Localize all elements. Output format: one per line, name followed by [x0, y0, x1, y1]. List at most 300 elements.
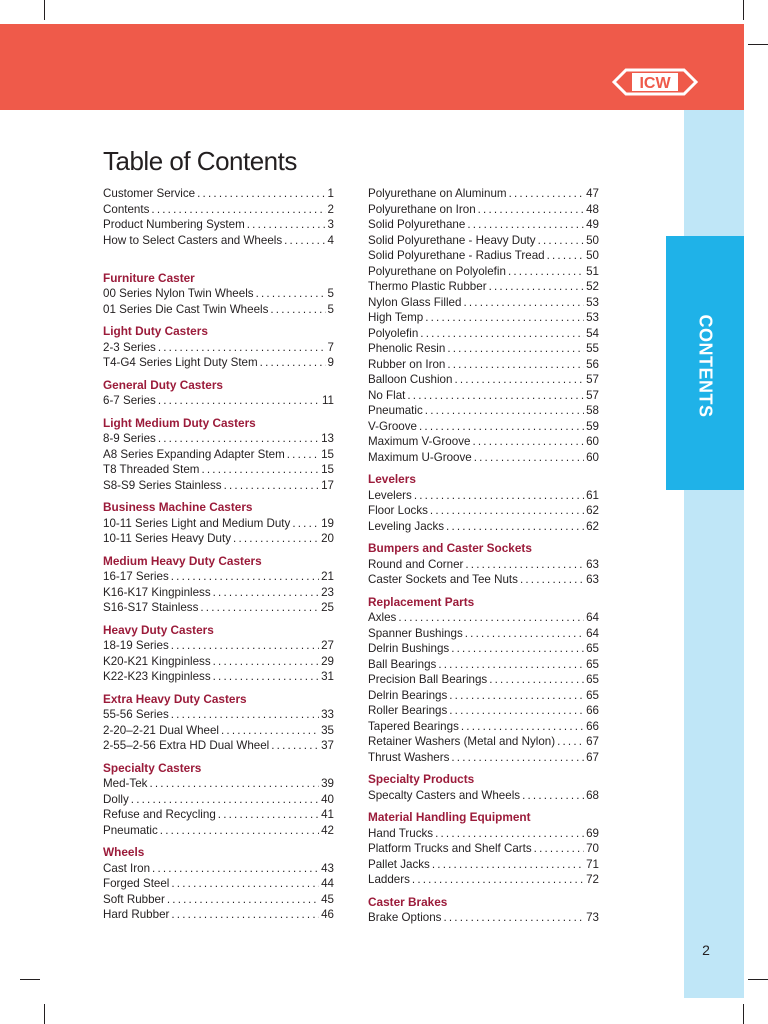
dot-leader — [171, 707, 319, 723]
toc-section-heading: Specialty Casters — [103, 760, 202, 775]
toc-entry[interactable] — [368, 703, 599, 719]
toc-entry-page: 67 — [586, 750, 599, 764]
crop-mark — [44, 1004, 45, 1024]
toc-entry-page: 57 — [586, 373, 599, 386]
dot-leader — [465, 626, 584, 642]
toc-entry-label: Roller Bearings — [368, 704, 448, 717]
toc-entry-page: 50 — [586, 249, 599, 262]
toc-entry[interactable] — [103, 340, 334, 356]
toc-entry[interactable] — [368, 279, 599, 295]
dot-leader — [149, 776, 319, 792]
toc-entry-page: 21 — [321, 570, 334, 583]
dot-leader — [407, 388, 584, 404]
toc-entry[interactable] — [368, 295, 599, 311]
toc-entry-page: 17 — [321, 478, 334, 492]
toc-entry-page: 20 — [321, 532, 334, 545]
toc-entry-label: Maximum V-Groove — [368, 435, 471, 448]
dot-leader — [447, 341, 584, 357]
toc-section-heading: Wheels — [103, 845, 145, 859]
dot-leader — [522, 788, 584, 804]
toc-entry-label: 55-56 Series — [103, 708, 169, 721]
toc-entry-page: 44 — [321, 877, 334, 890]
toc-entry-label: 8-9 Series — [103, 432, 156, 445]
dot-leader — [171, 907, 319, 923]
toc-section-heading: Extra Heavy Duty Casters — [103, 691, 247, 706]
toc-section-heading: Bumpers and Caster Sockets — [368, 541, 532, 555]
toc-entry-page: 56 — [586, 357, 599, 371]
toc-entry-page: 64 — [586, 626, 599, 640]
contents-tab-label: CONTENTS — [695, 314, 716, 418]
toc-entry-page: 39 — [321, 777, 334, 790]
toc-entry[interactable] — [368, 626, 599, 642]
toc-entry-label: Forged Steel — [103, 877, 170, 890]
toc-entry[interactable] — [368, 734, 599, 750]
dot-leader — [247, 217, 326, 233]
dot-leader — [213, 669, 319, 685]
toc-entry-label: Hand Trucks — [368, 826, 434, 840]
toc-entry-label: Polyurethane on Polyolefin — [368, 264, 506, 278]
toc-entry-page: 59 — [586, 419, 599, 433]
toc-entry-label: Customer Service — [103, 187, 196, 200]
toc-entry-label: Tapered Bearings — [368, 719, 459, 733]
toc-entry[interactable] — [368, 357, 599, 373]
toc-section-heading: Specialty Products — [368, 772, 475, 786]
toc-entry-label: Spanner Bushings — [368, 626, 463, 640]
toc-entry[interactable] — [368, 326, 599, 342]
dot-leader — [443, 910, 584, 926]
toc-section-heading: Light Duty Casters — [103, 324, 208, 338]
toc-entry-label: 2-20–2-21 Dual Wheel — [103, 723, 220, 737]
dot-leader — [467, 217, 584, 233]
toc-entry[interactable] — [368, 233, 599, 249]
toc-entry-label: Solid Polyurethane - Radius Tread — [368, 249, 545, 262]
page-title: Table of Contents — [103, 146, 297, 176]
toc-entry-page: 67 — [586, 735, 599, 748]
toc-entry-page: 72 — [586, 873, 599, 886]
dot-leader — [425, 310, 584, 326]
dot-leader — [292, 516, 319, 532]
dot-leader — [260, 355, 326, 371]
toc-entry[interactable] — [103, 233, 334, 249]
toc-entry-page: 33 — [321, 708, 334, 721]
toc-entry[interactable] — [368, 310, 599, 326]
toc-entry-label: Polyurethane on Iron — [368, 202, 476, 216]
icw-logo — [612, 62, 698, 102]
dot-leader — [538, 233, 585, 249]
toc-entry-page: 46 — [321, 908, 334, 921]
toc-entry-label: 18-19 Series — [103, 639, 169, 652]
toc-entry[interactable] — [103, 302, 334, 318]
toc-entry-page: 62 — [586, 504, 599, 517]
toc-entry[interactable] — [103, 393, 334, 409]
dot-leader — [508, 264, 584, 280]
toc-entry-label: 00 Series Nylon Twin Wheels — [103, 287, 254, 300]
dot-leader — [284, 233, 325, 249]
toc-entry-page: 57 — [586, 388, 599, 402]
dot-leader — [419, 419, 584, 435]
dot-leader — [151, 202, 325, 218]
toc-entry[interactable] — [368, 826, 599, 842]
crop-mark — [748, 44, 768, 45]
toc-entry[interactable] — [368, 572, 599, 588]
dot-leader — [489, 672, 584, 688]
toc-entry-page: 55 — [586, 342, 599, 355]
toc-section-heading: General Duty Casters — [103, 377, 223, 392]
toc-entry-page: 5 — [327, 302, 334, 316]
dot-leader — [256, 286, 326, 302]
toc-entry-label: T8 Threaded Stem — [103, 463, 200, 476]
dot-leader — [224, 478, 320, 494]
toc-entry-page: 53 — [586, 295, 599, 309]
toc-entry-label: K20-K21 Kingpinless — [103, 654, 211, 668]
toc-entry-page: 31 — [321, 670, 334, 683]
toc-entry-label: Thrust Washers — [368, 750, 450, 764]
dot-leader — [221, 723, 319, 739]
toc-entry[interactable] — [103, 792, 334, 808]
toc-entry-page: 4 — [327, 233, 334, 247]
toc-entry[interactable] — [368, 503, 599, 519]
toc-entry-page: 13 — [321, 432, 334, 445]
toc-entry-label: Polyolefin — [368, 326, 419, 340]
toc-entry[interactable] — [368, 872, 599, 888]
toc-entry-label: Dolly — [103, 792, 129, 806]
toc-entry[interactable] — [368, 610, 599, 626]
svg-text:ICW: ICW — [639, 75, 671, 92]
toc-entry-label: Hard Rubber — [103, 908, 170, 921]
dot-leader — [412, 872, 584, 888]
toc-entry-page: 3 — [327, 218, 334, 231]
dot-leader — [454, 372, 584, 388]
toc-entry[interactable] — [368, 372, 599, 388]
toc-entry-page: 47 — [586, 187, 599, 200]
dot-leader — [160, 823, 319, 839]
toc-entry-page: 73 — [586, 911, 599, 924]
dot-leader — [534, 841, 584, 857]
toc-section-heading: Levelers — [368, 472, 416, 486]
dot-leader — [449, 703, 584, 719]
toc-entry-page: 2 — [327, 202, 334, 216]
toc-entry-page: 53 — [586, 311, 599, 324]
dot-leader — [171, 638, 319, 654]
toc-entry[interactable] — [103, 876, 334, 892]
toc-section-heading: Medium Heavy Duty Casters — [103, 553, 262, 568]
dot-leader — [449, 688, 584, 704]
toc-entry-label: Levelers — [368, 488, 412, 502]
toc-section-heading: Caster Brakes — [368, 894, 448, 909]
toc-entry[interactable] — [368, 388, 599, 404]
toc-entry-page: 66 — [586, 719, 599, 733]
dot-leader — [478, 202, 584, 218]
toc-entry-label: Solid Polyurethane — [368, 218, 466, 231]
dot-leader — [447, 357, 584, 373]
toc-entry-label: Leveling Jacks — [368, 519, 445, 533]
toc-entry-page: 60 — [586, 435, 599, 448]
dot-leader — [451, 641, 584, 657]
toc-entry-label: High Temp — [368, 311, 424, 324]
dot-leader — [463, 295, 584, 311]
toc-entry[interactable] — [368, 672, 599, 688]
toc-entry-page: 23 — [321, 585, 334, 599]
toc-entry[interactable] — [368, 857, 599, 873]
toc-entry[interactable] — [368, 750, 599, 766]
toc-entry[interactable] — [103, 447, 334, 463]
dot-leader — [200, 600, 319, 616]
toc-entry[interactable] — [368, 841, 599, 857]
toc-entry[interactable] — [103, 807, 334, 823]
dot-leader — [520, 572, 584, 588]
toc-entry[interactable] — [368, 217, 599, 233]
toc-entry-page: 65 — [586, 642, 599, 655]
dot-leader — [158, 431, 319, 447]
dot-leader — [287, 447, 319, 463]
toc-entry-page: 65 — [586, 673, 599, 686]
toc-entry-page: 60 — [586, 450, 599, 464]
toc-entry[interactable] — [103, 638, 334, 654]
toc-entry-page: 41 — [321, 808, 334, 821]
toc-entry[interactable] — [103, 892, 334, 908]
dot-leader — [152, 861, 319, 877]
toc-entry-label: No Flat — [368, 388, 406, 402]
toc-entry[interactable] — [368, 248, 599, 264]
toc-entry[interactable] — [368, 403, 599, 419]
dot-leader — [398, 610, 584, 626]
dot-leader — [435, 826, 584, 842]
toc-entry-page: 9 — [327, 356, 334, 369]
toc-entry[interactable] — [368, 688, 599, 704]
crop-mark — [743, 0, 744, 20]
toc-entry[interactable] — [103, 861, 334, 877]
toc-entry[interactable] — [103, 462, 334, 478]
toc-entry-page: 35 — [321, 723, 334, 737]
toc-entry-page: 7 — [327, 340, 334, 354]
crop-mark — [743, 1004, 744, 1024]
toc-entry[interactable] — [103, 217, 334, 233]
toc-entry[interactable] — [368, 519, 599, 535]
toc-entry-page: 64 — [586, 611, 599, 624]
toc-entry-label: Rubber on Iron — [368, 357, 446, 371]
toc-entry-label: Specalty Casters and Wheels — [368, 788, 521, 802]
toc-entry[interactable] — [103, 907, 334, 923]
toc-entry[interactable] — [368, 264, 599, 280]
toc-spacer — [103, 248, 334, 264]
toc-entry[interactable] — [368, 450, 599, 466]
toc-entry-label: S8-S9 Series Stainless — [103, 478, 222, 492]
toc-entry-page: 45 — [321, 892, 334, 906]
dot-leader — [557, 734, 584, 750]
toc-entry-label: Delrin Bushings — [368, 642, 450, 655]
toc-entry[interactable] — [103, 186, 334, 202]
toc-entry-page: 58 — [586, 404, 599, 417]
toc-entry-label: Pneumatic — [368, 404, 423, 417]
dot-leader — [218, 807, 319, 823]
toc-entry-label: 6-7 Series — [103, 394, 156, 407]
toc-entry-label: Floor Locks — [368, 504, 428, 517]
toc-entry[interactable] — [103, 707, 334, 723]
toc-entry-label: How to Select Casters and Wheels — [103, 233, 283, 247]
toc-entry-page: 29 — [321, 654, 334, 668]
toc-entry[interactable] — [103, 202, 334, 218]
crop-mark — [748, 979, 768, 980]
toc-entry-page: 40 — [321, 792, 334, 806]
toc-entry-page: 62 — [586, 519, 599, 533]
toc-entry[interactable] — [103, 531, 334, 547]
toc-entry-label: Delrin Bearings — [368, 688, 448, 702]
toc-entry-label: Nylon Glass Filled — [368, 295, 462, 309]
toc-section-heading: Furniture Caster — [103, 270, 195, 285]
toc-section-heading: Heavy Duty Casters — [103, 622, 214, 637]
toc-entry[interactable] — [368, 202, 599, 218]
dot-leader — [461, 719, 584, 735]
toc-entry-label: Soft Rubber — [103, 892, 165, 906]
toc-entry[interactable] — [368, 910, 599, 926]
dot-leader — [509, 186, 585, 202]
crop-mark — [20, 979, 40, 980]
toc-entry-page: 65 — [586, 657, 599, 671]
toc-entry[interactable] — [103, 654, 334, 670]
dot-leader — [451, 750, 584, 766]
toc-entry-label: 10-11 Series Heavy Duty — [103, 532, 232, 545]
toc-entry-label: Brake Options — [368, 911, 442, 924]
toc-entry[interactable] — [368, 186, 599, 202]
dot-leader — [271, 738, 319, 754]
toc-entry-page: 70 — [586, 842, 599, 855]
toc-entry-label: Round and Corner — [368, 557, 464, 571]
toc-entry[interactable] — [103, 431, 334, 447]
toc-entry-label: Pneumatic — [103, 823, 158, 837]
toc-section-heading: Replacement Parts — [368, 594, 475, 609]
toc-entry[interactable] — [368, 641, 599, 657]
toc-entry[interactable] — [368, 719, 599, 735]
toc-entry[interactable] — [103, 723, 334, 739]
toc-entry-page: 68 — [586, 788, 599, 802]
dot-leader — [474, 450, 584, 466]
toc-column-right — [368, 186, 599, 926]
toc-entry-page: 49 — [586, 218, 599, 231]
toc-entry-page: 11 — [321, 394, 334, 407]
toc-entry[interactable] — [103, 776, 334, 792]
toc-entry[interactable] — [103, 600, 334, 616]
toc-section-heading: Business Machine Casters — [103, 500, 253, 514]
toc-entry-page: 1 — [327, 187, 334, 200]
toc-entry-label: Contents — [103, 202, 150, 216]
toc-entry-label: Retainer Washers (Metal and Nylon) — [368, 735, 556, 748]
dot-leader — [131, 792, 319, 808]
toc-entry-page: 61 — [586, 488, 599, 502]
dot-leader — [270, 302, 325, 318]
dot-leader — [213, 585, 319, 601]
toc-entry-label: Polyurethane on Aluminum — [368, 187, 507, 200]
toc-entry[interactable] — [368, 657, 599, 673]
toc-entry-page: 69 — [586, 826, 599, 840]
toc-entry-label: Balloon Cushion — [368, 373, 453, 386]
toc-entry-page: 50 — [586, 233, 599, 247]
toc-entry-label: Refuse and Recycling — [103, 808, 216, 821]
toc-entry-label: 2-55–2-56 Extra HD Dual Wheel — [103, 739, 270, 752]
page-number: 2 — [702, 942, 710, 958]
toc-entry-label: Maximum U-Groove — [368, 450, 472, 464]
dot-leader — [472, 434, 584, 450]
toc-section-heading: Material Handling Equipment — [368, 810, 531, 824]
toc-entry-label: Phenolic Resin — [368, 342, 446, 355]
toc-entry-page: 19 — [321, 516, 334, 530]
toc-entry-page: 63 — [586, 557, 599, 571]
toc-entry-page: 51 — [586, 264, 599, 278]
toc-entry[interactable] — [103, 669, 334, 685]
toc-entry-page: 66 — [586, 704, 599, 717]
toc-entry[interactable] — [368, 557, 599, 573]
toc-entry-page: 5 — [327, 287, 334, 300]
toc-entry-label: Ball Bearings — [368, 657, 437, 671]
toc-entry[interactable] — [103, 823, 334, 839]
dot-leader — [158, 340, 326, 356]
toc-entry-page: 52 — [586, 280, 599, 293]
toc-entry[interactable] — [103, 569, 334, 585]
toc-entry-label: Platform Trucks and Shelf Carts — [368, 842, 532, 855]
toc-entry-label: Caster Sockets and Tee Nuts — [368, 573, 518, 586]
dot-leader — [167, 892, 319, 908]
dot-leader — [489, 279, 585, 295]
dot-leader — [425, 403, 584, 419]
toc-entry[interactable] — [368, 419, 599, 435]
toc-entry[interactable] — [103, 478, 334, 494]
toc-entry-label: A8 Series Expanding Adapter Stem — [103, 447, 285, 461]
toc-entry-label: Precision Ball Bearings — [368, 673, 488, 686]
toc-entry[interactable] — [368, 488, 599, 504]
crop-mark — [44, 0, 45, 20]
dot-leader — [547, 248, 585, 264]
toc-entry-label: V-Groove — [368, 419, 417, 433]
toc-entry-label: 2-3 Series — [103, 340, 156, 354]
toc-entry[interactable] — [368, 434, 599, 450]
toc-entry-page: 27 — [321, 639, 334, 652]
toc-entry-label: Med-Tek — [103, 777, 148, 790]
toc-entry[interactable] — [103, 286, 334, 302]
toc-entry-label: 01 Series Die Cast Twin Wheels — [103, 302, 269, 316]
dot-leader — [438, 657, 584, 673]
dot-leader — [414, 488, 584, 504]
dot-leader — [233, 531, 319, 547]
toc-entry-page: 54 — [586, 326, 599, 340]
toc-entry[interactable] — [103, 738, 334, 754]
dot-leader — [171, 569, 319, 585]
toc-entry-page: 42 — [321, 823, 334, 837]
toc-entry-page: 48 — [586, 202, 599, 216]
toc-entry-label: Axles — [368, 611, 397, 624]
toc-entry-page: 15 — [321, 447, 334, 461]
toc-entry[interactable] — [103, 585, 334, 601]
toc-entry[interactable] — [368, 788, 599, 804]
dot-leader — [465, 557, 584, 573]
toc-section-heading: Light Medium Duty Casters — [103, 415, 256, 430]
toc-entry-label: S16-S17 Stainless — [103, 601, 199, 614]
toc-entry-page: 25 — [321, 601, 334, 614]
toc-entry-page: 65 — [586, 688, 599, 702]
dot-leader — [201, 462, 319, 478]
toc-entry-page: 43 — [321, 861, 334, 875]
dot-leader — [213, 654, 319, 670]
toc-entry-label: Solid Polyurethane - Heavy Duty — [368, 233, 536, 247]
dot-leader — [430, 503, 584, 519]
toc-entry[interactable] — [103, 355, 334, 371]
toc-entry-label: Thermo Plastic Rubber — [368, 280, 487, 293]
toc-entry-label: Cast Iron — [103, 861, 151, 875]
dot-leader — [158, 393, 320, 409]
toc-entry[interactable] — [368, 341, 599, 357]
toc-entry[interactable] — [103, 516, 334, 532]
toc-entry-label: 10-11 Series Light and Medium Duty — [103, 516, 291, 530]
toc-entry-label: T4-G4 Series Light Duty Stem — [103, 356, 258, 369]
toc-entry-label: 16-17 Series — [103, 570, 169, 583]
